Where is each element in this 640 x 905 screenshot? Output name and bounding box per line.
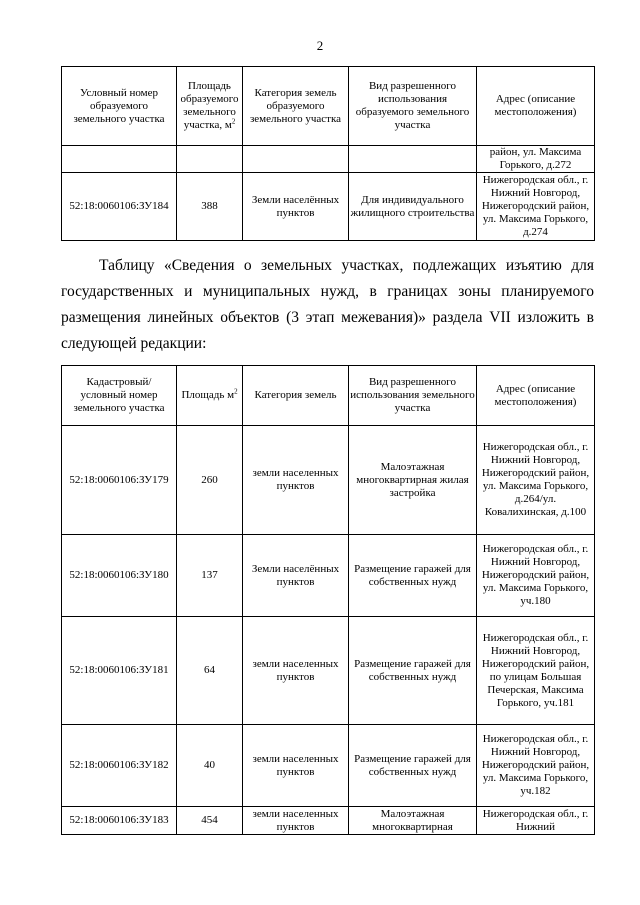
cell-address: район, ул. Максима Горького, д.272 bbox=[477, 146, 595, 173]
cell-address: Нижегородская обл., г. Нижний Новгород, Нижегородский район, ул. Максима Горького, уч.180 bbox=[477, 535, 595, 617]
cell-land-category: земли населенных пунктов bbox=[243, 807, 349, 835]
cell-plot-number: 52:18:0060106:ЗУ184 bbox=[62, 173, 177, 241]
cell-land-category: земли населенных пунктов bbox=[243, 617, 349, 725]
cell-area: 260 bbox=[177, 426, 243, 535]
table-row bbox=[62, 426, 595, 535]
cell-permitted-use: Малоэтажная многоквартирная bbox=[349, 807, 477, 835]
cell bbox=[243, 146, 349, 173]
header-plot-number: Условный номер образуемого земельного участка bbox=[62, 67, 177, 146]
cell-plot-number: 52:18:0060106:ЗУ183 bbox=[62, 807, 177, 835]
cell-area: 454 bbox=[177, 807, 243, 835]
cell-plot-number: 52:18:0060106:ЗУ181 bbox=[62, 617, 177, 725]
cell-land-category: земли населенных пунктов bbox=[243, 426, 349, 535]
table-header-row bbox=[62, 67, 595, 146]
cell-area: 137 bbox=[177, 535, 243, 617]
table-row-continuation bbox=[62, 146, 595, 173]
header-address: Адрес (описание местоположения) bbox=[477, 67, 595, 146]
cell-address: Нижегородская обл., г. Нижний Новгород, Нижегородский район, ул. Максима Горького, д.274 bbox=[477, 173, 595, 241]
cell-plot-number: 52:18:0060106:ЗУ179 bbox=[62, 426, 177, 535]
header-permitted-use: Вид разрешенного использования земельного участка bbox=[349, 366, 477, 426]
table-row bbox=[62, 617, 595, 725]
cell-permitted-use: Размещение гаражей для собственных нужд bbox=[349, 535, 477, 617]
cell-land-category: Земли населённых пунктов bbox=[243, 535, 349, 617]
table-header-row bbox=[62, 366, 595, 426]
cell-address: Нижегородская обл., г. Нижний Новгород, Нижегородский район, по улицам Большая Печерская, Максима Горького, уч.181 bbox=[477, 617, 595, 725]
header-address: Адрес (описание местоположения) bbox=[477, 366, 595, 426]
header-area: Площадь $м^2$ bbox=[177, 366, 243, 426]
cell-plot-number: 52:18:0060106:ЗУ182 bbox=[62, 725, 177, 807]
cell-permitted-use: Для индивидуального жилищного строительства bbox=[349, 173, 477, 241]
header-cadastral-number: Кадастровый/ условный номер земельного участка bbox=[62, 366, 177, 426]
table-row bbox=[62, 173, 595, 241]
land-plots-seizure-table bbox=[61, 365, 595, 835]
cell-area: 40 bbox=[177, 725, 243, 807]
cell-permitted-use: Размещение гаражей для собственных нужд bbox=[349, 725, 477, 807]
cell bbox=[62, 146, 177, 173]
cell-address: Нижегородская обл., г. Нижний Новгород, Нижегородский район, ул. Максима Горького, уч.182 bbox=[477, 725, 595, 807]
land-plots-table-continuation bbox=[61, 66, 595, 241]
cell bbox=[349, 146, 477, 173]
table-row bbox=[62, 535, 595, 617]
header-land-category: Категория земель образуемого земельного участка bbox=[243, 67, 349, 146]
cell-address: Нижегородская обл., г. Нижний Новгород, Нижегородский район, ул. Максима Горького, д.264/ул. Ковалихинская, д.100 bbox=[477, 426, 595, 535]
cell-area: 64 bbox=[177, 617, 243, 725]
cell-permitted-use: Малоэтажная многоквартирная жилая застройка bbox=[349, 426, 477, 535]
table-row bbox=[62, 807, 595, 835]
cell-plot-number: 52:18:0060106:ЗУ180 bbox=[62, 535, 177, 617]
cell bbox=[177, 146, 243, 173]
body-paragraph: Таблицу «Сведения о земельных участках, подлежащих изъятию для государственных и муниципальных нужд, в границах зоны планируемого размещения линейных объектов (3 этап межевания)» раздела VII изложить в следующей редакции: bbox=[61, 257, 594, 352]
table-row bbox=[62, 725, 595, 807]
page-number: 2 bbox=[316, 38, 324, 53]
cell-address: Нижегородская обл., г. Нижний bbox=[477, 807, 595, 835]
header-permitted-use: Вид разрешенного использования образуемого земельного участка bbox=[349, 67, 477, 146]
header-land-category: Категория земель bbox=[243, 366, 349, 426]
header-area: Площадь образуемого земельного участка, $м^2$ bbox=[177, 67, 243, 146]
cell-land-category: земли населенных пунктов bbox=[243, 725, 349, 807]
cell-area: 388 bbox=[177, 173, 243, 241]
cell-permitted-use: Размещение гаражей для собственных нужд bbox=[349, 617, 477, 725]
cell-land-category: Земли населённых пунктов bbox=[243, 173, 349, 241]
